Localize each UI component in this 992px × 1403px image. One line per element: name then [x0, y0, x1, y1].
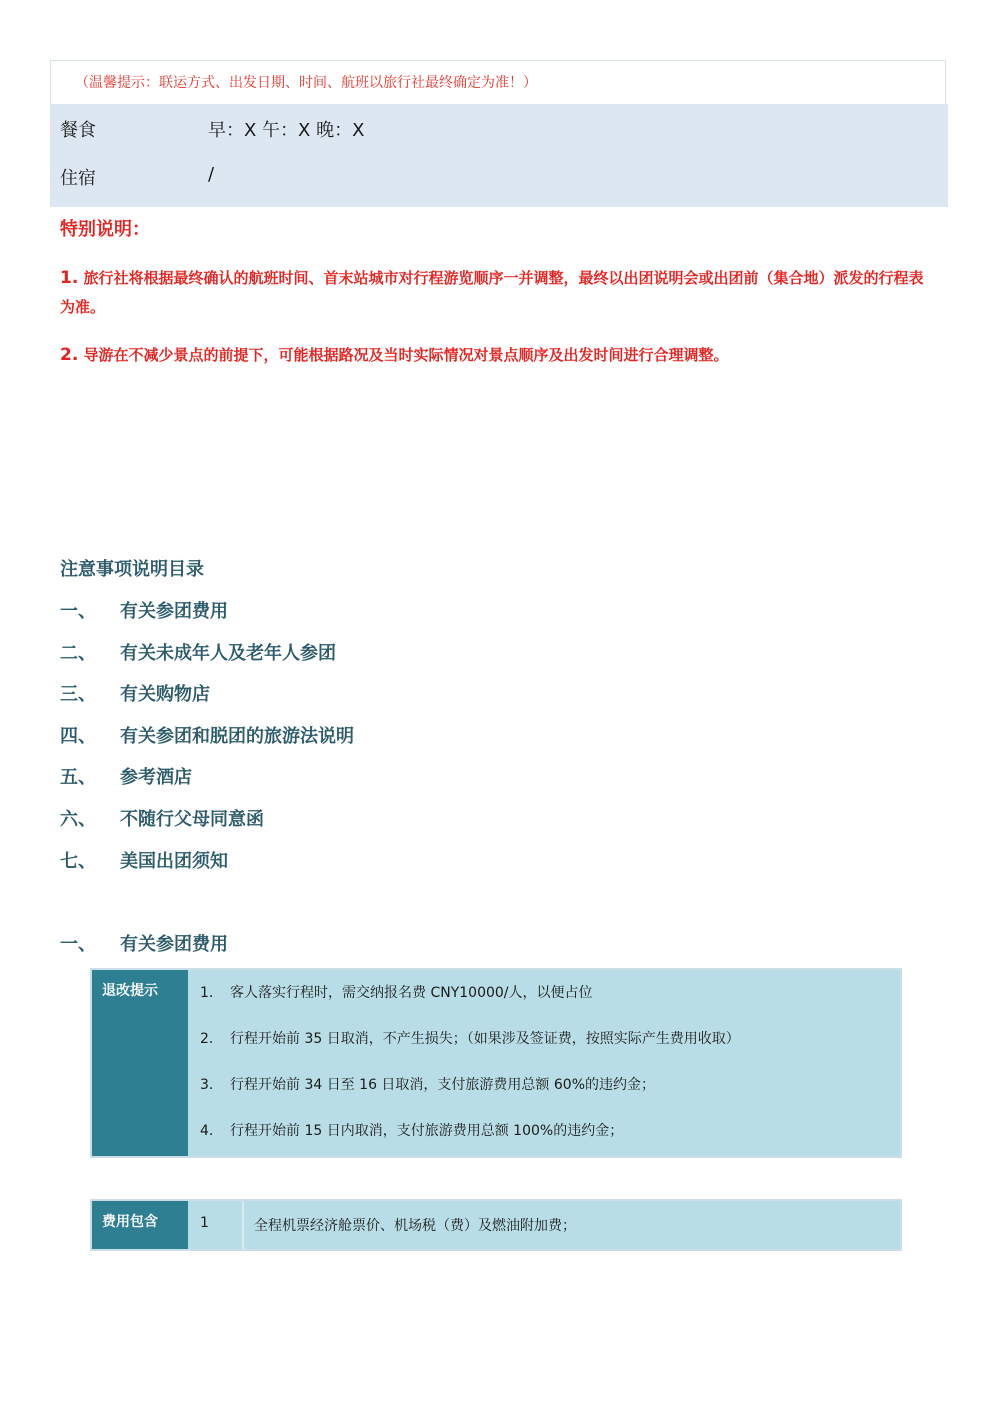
list-item: [200, 1028, 740, 1048]
list-item-text: 行程开始前 35 日取消，不产生损失；（如果涉及签证费，按照实际产生费用收取）: [230, 1031, 740, 1047]
list-item-number: 3.: [200, 1077, 214, 1093]
list-item-number: 1.: [200, 985, 214, 1001]
toc-item-label: 有关参团和脱团的旅游法说明: [120, 726, 354, 747]
section-number: 一、: [60, 934, 96, 955]
toc-item-label: 参考酒店: [120, 767, 192, 788]
meal-value: 早：X 午：X 晚：X: [208, 120, 365, 141]
trip-info-block: [50, 104, 948, 207]
list-item-text: 客人落实行程时，需交纳报名费 CNY10000/人，以便占位: [230, 985, 593, 1001]
list-item-text: 行程开始前 34 日至 16 日取消，支付旅游费用总额 60%的违约金；: [230, 1077, 655, 1093]
fee-item-text: 全程机票经济舱票价、机场税（费）及燃油附加费；: [254, 1218, 576, 1234]
toc-item[interactable]: [60, 805, 264, 831]
hotel-value: /: [208, 164, 215, 185]
toc-item-label: 有关购物店: [120, 684, 210, 705]
refund-policy-table: [90, 968, 902, 1158]
toc-item-label: 有关未成年人及老年人参团: [120, 643, 336, 664]
special-note-1: [60, 264, 932, 322]
toc-item[interactable]: [60, 597, 228, 623]
special-note-1-text: 旅行社将根据最终确认的航班时间、首末站城市对行程游览顺序一并调整，最终以出团说明会或出团前（集合地）派发的行程表为准。: [60, 269, 924, 316]
section-title: 有关参团费用: [120, 934, 228, 955]
toc-item[interactable]: [60, 722, 354, 748]
toc-item[interactable]: [60, 639, 336, 665]
notice-box: [50, 60, 946, 104]
meal-label: 餐食: [60, 120, 96, 141]
toc-item-label: 不随行父母同意函: [120, 809, 264, 830]
special-note-2: [60, 341, 932, 370]
refund-policy-header-label: 退改提示: [102, 983, 158, 999]
toc-item-number: 四、: [60, 726, 96, 747]
fee-included-header-label: 费用包含: [102, 1214, 158, 1230]
toc-item-label: 美国出团须知: [120, 851, 228, 872]
special-note-1-number: 1.: [60, 268, 79, 288]
fee-included-header: [92, 1201, 188, 1249]
toc-item-label: 有关参团费用: [120, 601, 228, 622]
list-item-text: 行程开始前 15 日内取消，支付旅游费用总额 100%的违约金；: [230, 1123, 624, 1139]
notice-text: （温馨提示：联运方式、出发日期、时间、航班以旅行社最终确定为准！）: [75, 75, 537, 91]
toc-item[interactable]: [60, 680, 210, 706]
toc-title: 注意事项说明目录: [60, 559, 204, 580]
special-note-2-number: 2.: [60, 345, 79, 365]
list-item: [200, 982, 593, 1002]
list-item-number: 4.: [200, 1123, 214, 1139]
toc-item-number: 五、: [60, 767, 96, 788]
hotel-label: 住宿: [60, 168, 96, 189]
list-item-number: 2.: [200, 1031, 214, 1047]
toc-item-number: 七、: [60, 851, 96, 872]
fee-included-table: [90, 1199, 902, 1251]
toc-item-number: 二、: [60, 643, 96, 664]
special-note-2-text: 导游在不减少景点的前提下，可能根据路况及当时实际情况对景点顺序及出发时间进行合理调整。: [83, 346, 729, 364]
list-item: [200, 1120, 623, 1140]
toc-item-number: 三、: [60, 684, 96, 705]
toc-item[interactable]: [60, 847, 228, 873]
special-notes-title: 特别说明：: [60, 219, 150, 240]
refund-policy-header: [92, 970, 188, 1156]
fee-item-number: 1: [200, 1215, 209, 1231]
section-heading: [60, 930, 228, 956]
toc-item-number: 六、: [60, 809, 96, 830]
fee-item-number-cell: [188, 1201, 244, 1249]
toc-item[interactable]: [60, 763, 192, 789]
toc-item-number: 一、: [60, 601, 96, 622]
list-item: [200, 1074, 655, 1094]
